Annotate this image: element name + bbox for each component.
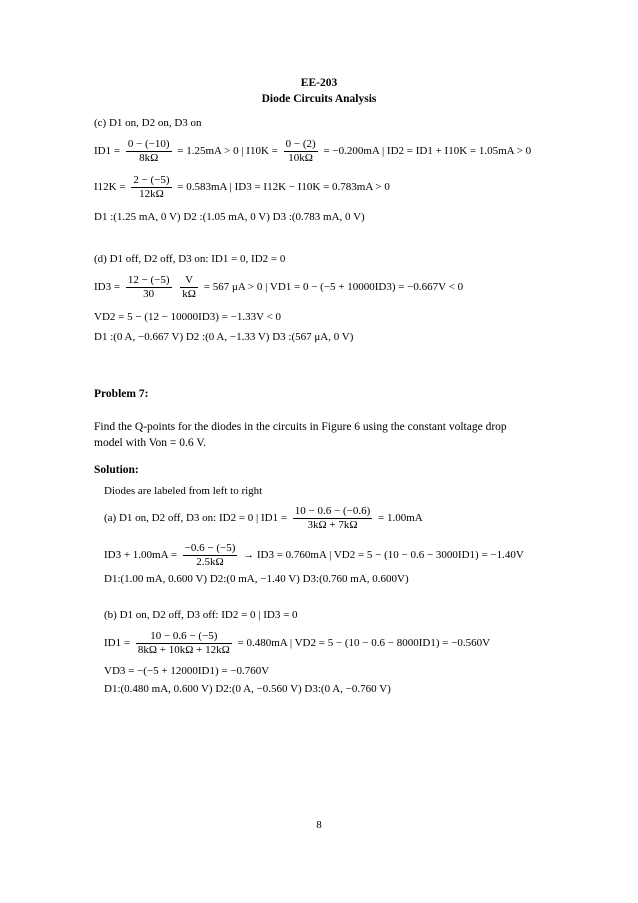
part-a-id1-denominator: 3kΩ + 7kΩ [307, 519, 358, 531]
part-c-heading: (c) D1 on, D2 on, D3 on [94, 117, 202, 129]
part-c-qpoints: D1 :(1.25 mA, 0 V) D2 :(1.05 mA, 0 V) D3 :(0.783 mA, 0 V) [94, 211, 365, 223]
part-b-id1-denominator: 8kΩ + 10kΩ + 12kΩ [137, 644, 230, 656]
id3-denominator: 30 [143, 288, 155, 300]
part-d-equation-1 [94, 274, 463, 301]
part-a-id3-result: → ID3 = 0.760mA | VD2 = 5 − (10 − 0.6 − 3000ID1) = −1.40V [243, 549, 524, 562]
part-b-id1-numerator: 10 − 0.6 − (−5) [136, 630, 232, 644]
id1-lhs: ID1 = [94, 145, 121, 158]
problem-title: Problem 7: [94, 388, 149, 400]
i12k-lhs: I12K = [94, 181, 126, 194]
part-a-id1-result: = 1.00mA [377, 512, 423, 525]
i10k-denominator: 10kΩ [288, 152, 313, 164]
page-title: Diode Circuits Analysis [261, 93, 377, 105]
unit-fraction [180, 274, 198, 301]
id1-denominator: 8kΩ [139, 152, 159, 164]
i12k-fraction [131, 174, 171, 201]
i12k-result: = 0.583mA | ID3 = I12K − I10K = 0.783mA > 0 [177, 181, 390, 194]
part-b-equation-1 [104, 630, 490, 657]
part-c-equation-2 [94, 174, 390, 201]
unit-numerator: V [180, 274, 198, 288]
part-d-qpoints: D1 :(0 A, −0.667 V) D2 :(0 A, −1.33 V) D3 :(567 μA, 0 V) [94, 331, 354, 343]
part-a-qpoints: D1:(1.00 mA, 0.600 V) D2:(0 mA, −1.40 V) D3:(0.760 mA, 0.600V) [104, 573, 409, 585]
part-b-id1-result: = 0.480mA | VD2 = 5 − (10 − 0.6 − 8000ID1) = −0.560V [237, 637, 491, 650]
solution-title: Solution: [94, 464, 139, 476]
part-a-id1-numerator: 10 − 0.6 − (−0.6) [294, 505, 371, 517]
i12k-numerator: 2 − (−5) [133, 174, 170, 186]
part-b-id1-lhs: ID1 = [104, 637, 131, 650]
i10k-fraction [284, 138, 318, 165]
page-number: 8 [316, 819, 322, 831]
id1-fraction [126, 138, 172, 165]
solution-intro: Diodes are labeled from left to right [104, 485, 263, 497]
part-a-id3-lhs: ID3 + 1.00mA = [104, 549, 177, 562]
course-code: EE-203 [300, 77, 338, 89]
i12k-denominator: 12kΩ [139, 188, 164, 200]
part-b-vd3: VD3 = −(−5 + 12000ID1) = −0.760V [104, 665, 270, 677]
part-d-vd2: VD2 = 5 − (12 − 10000ID3) = −1.33V < 0 [94, 311, 282, 323]
i10k-result: = −0.200mA | ID2 = ID1 + I10K = 1.05mA > 0 [323, 145, 532, 158]
part-b-id1-fraction [136, 630, 232, 657]
i10k-numerator: 0 − (2) [285, 138, 316, 150]
part-a-id3-denominator: 2.5kΩ [196, 556, 224, 568]
id3-lhs: ID3 = [94, 281, 121, 294]
part-d-heading: (d) D1 off, D2 off, D3 on: ID1 = 0, ID2 = 0 [94, 253, 286, 265]
id3-fraction [126, 274, 172, 301]
problem-text-line-1: Find the Q-points for the diodes in the circuits in Figure 6 using the constant voltage drop [94, 421, 507, 433]
part-a-id1-fraction [293, 505, 372, 532]
id3-numerator: 12 − (−5) [127, 274, 170, 286]
part-b-heading: (b) D1 on, D2 off, D3 off: ID2 = 0 | ID3 = 0 [104, 609, 298, 621]
id1-result: = 1.25mA > 0 | I10K = [177, 145, 278, 158]
part-a-equation-2 [104, 542, 524, 569]
unit-denominator: kΩ [182, 288, 196, 300]
id1-numerator: 0 − (−10) [127, 138, 170, 150]
part-a-equation-1 [104, 505, 423, 532]
part-c-equation-1 [94, 138, 531, 165]
id3-result: = 567 μA > 0 | VD1 = 0 − (−5 + 10000ID3) = −0.667V < 0 [203, 281, 464, 294]
part-a-heading: (a) D1 on, D2 off, D3 on: ID2 = 0 | ID1 = [104, 512, 288, 525]
part-a-id3-fraction [183, 542, 238, 569]
problem-text-line-2: model with Von = 0.6 V. [94, 437, 207, 449]
part-b-qpoints: D1:(0.480 mA, 0.600 V) D2:(0 A, −0.560 V) D3:(0 A, −0.760 V) [104, 683, 391, 695]
part-a-id3-numerator: −0.6 − (−5) [184, 542, 236, 554]
